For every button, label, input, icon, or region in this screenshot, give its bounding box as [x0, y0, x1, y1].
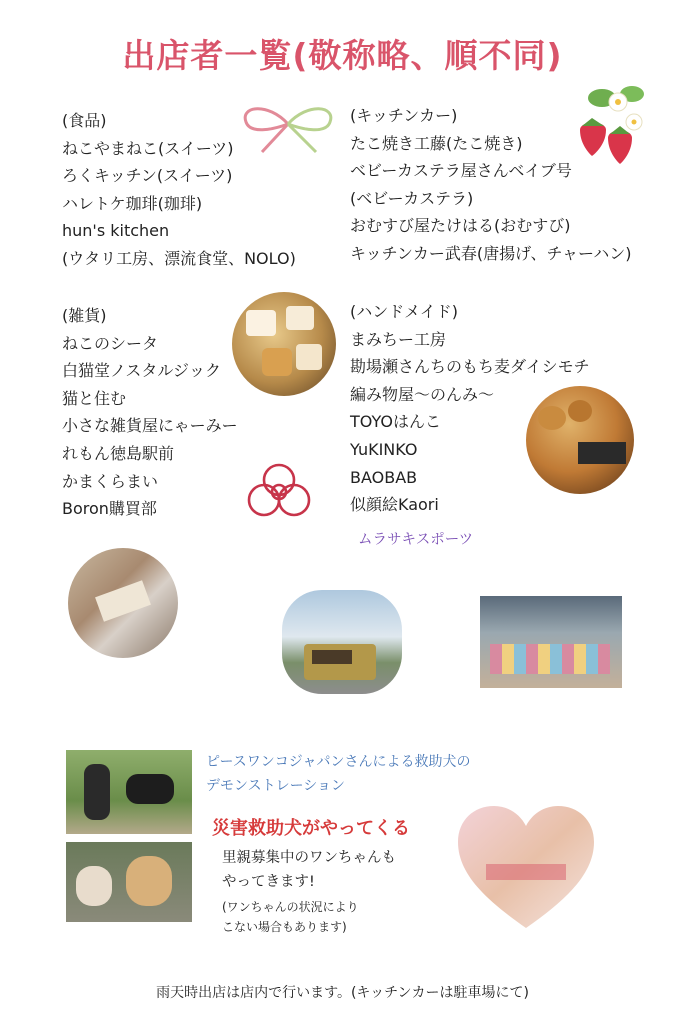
list-item: たこ焼き工藤(たこ焼き) — [350, 133, 523, 153]
list-item: (ベビーカステラ) — [350, 188, 474, 208]
list-item: (ウタリ工房、漂流食堂、NOLO) — [62, 248, 296, 268]
rescue-heading-line: ピースワンコジャパンさんによる救助犬の — [206, 754, 471, 770]
list-item: 編み物屋〜のんみ〜 — [350, 384, 495, 404]
list-item: YuKINKO — [350, 439, 418, 459]
rescue-heading — [206, 750, 470, 798]
rescue-heading-line: デモンストレーション — [206, 778, 346, 794]
list-item: ろくキッチン(スイーツ) — [62, 166, 233, 186]
rescue-title: 災害救助犬がやってくる — [212, 818, 410, 839]
footer-note: 雨天時出店は店内で行います。(キッチンカーは駐車場にて) — [156, 985, 529, 1001]
list-item: おむすび屋たけはる(おむすび) — [350, 216, 571, 236]
sweets-photo — [232, 292, 336, 396]
list-item: ベビーカステラ屋さんベイブ号 — [350, 161, 572, 181]
heart-photo — [456, 804, 596, 930]
list-item: (食品) — [62, 111, 107, 130]
list-item: BAOBAB — [350, 467, 418, 487]
list-item: 小さな雑貨屋にゃーみー — [62, 416, 238, 436]
kitchen-car-list — [350, 102, 631, 268]
list-item: れもん徳島駅前 — [62, 443, 175, 463]
rescue-note-line: (ワンちゃんの状況により — [222, 900, 359, 914]
list-item: (キッチンカー) — [350, 106, 458, 125]
list-item: ハレトケ珈琲(珈琲) — [62, 193, 203, 213]
list-item: (雑貨) — [62, 306, 107, 325]
goods-list — [62, 302, 238, 523]
list-item: ねこのシータ — [62, 333, 159, 353]
list-item: 似顔絵Kaori — [350, 495, 439, 515]
page-title: 出店者一覧(敬称略、順不同) — [122, 36, 563, 75]
rescue-text-line: やってきます! — [222, 874, 315, 890]
yukinko-collage-photo — [68, 548, 178, 658]
list-item: TOYOはんこ — [350, 412, 441, 432]
rescue-text-line: 里親募集中のワンちゃんも — [222, 850, 396, 866]
food-list — [62, 107, 296, 273]
list-item: まみちー工房 — [350, 329, 447, 349]
rescue-dogs-photo — [66, 842, 192, 922]
list-item: (ハンドメイド) — [350, 302, 459, 321]
kitchen-car-photo — [282, 590, 402, 694]
list-item: 白猫堂ノスタルジック — [62, 361, 221, 381]
rescue-note — [222, 897, 359, 937]
list-item: 勘場瀬さんちのもち麦ダイシモチ — [350, 357, 590, 377]
rescue-dog-trainer-photo — [66, 750, 192, 834]
list-item: hun's kitchen — [62, 221, 170, 241]
knot-ornament-icon — [244, 460, 314, 524]
rescue-description — [222, 846, 396, 894]
list-item: Boron購買部 — [62, 499, 157, 519]
list-item: かまくらまい — [62, 471, 159, 491]
list-item: キッチンカー武春(唐揚げ、チャーハン) — [350, 243, 632, 263]
list-item: ねこやまねこ(スイーツ) — [62, 138, 234, 158]
rescue-note-line: こない場合もあります) — [222, 920, 347, 934]
list-item: 猫と住む — [62, 388, 127, 408]
handmade-list — [350, 298, 590, 519]
murasaki-sports-label: ムラサキスポーツ — [358, 532, 474, 548]
market-goods-photo — [480, 596, 622, 688]
